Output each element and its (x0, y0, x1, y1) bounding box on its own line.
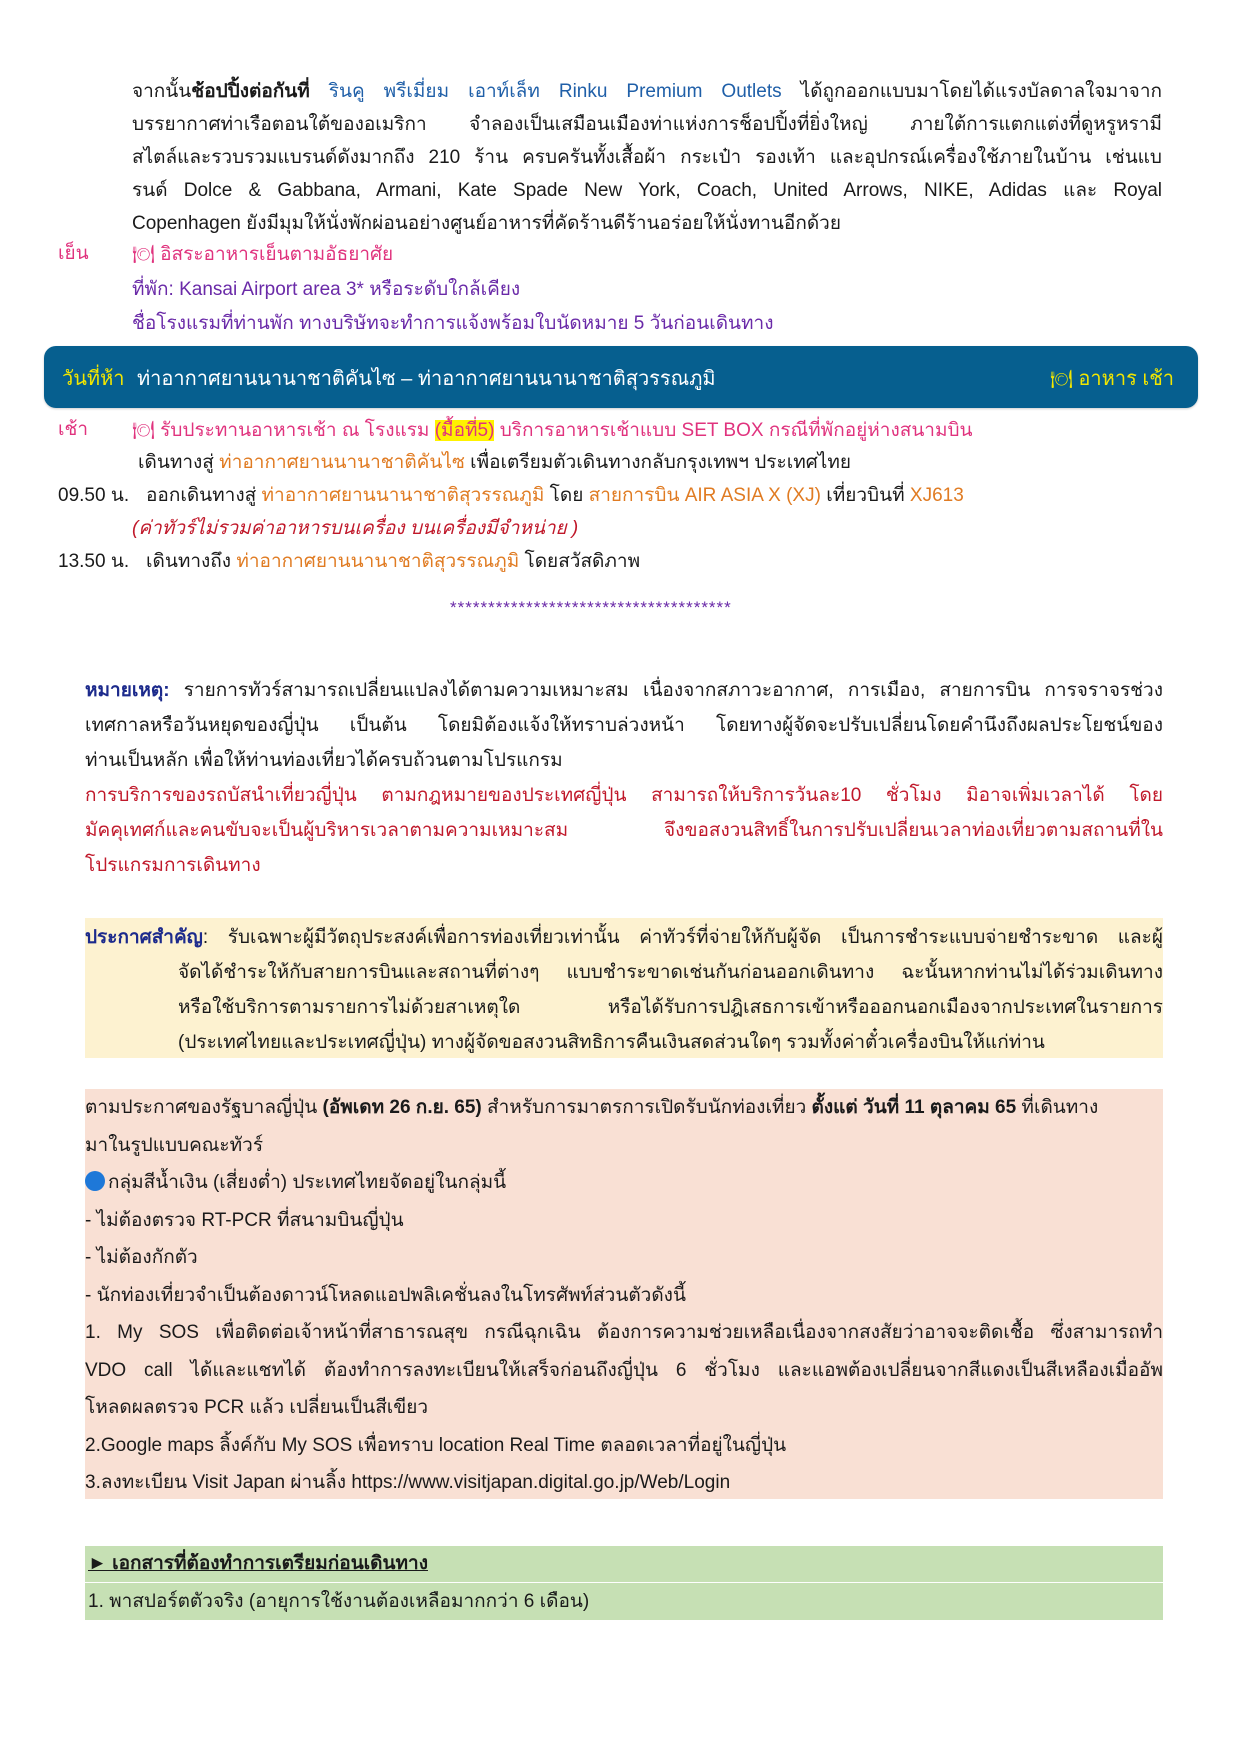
evening-label: เย็น (58, 243, 89, 264)
documents-divider (85, 1582, 1163, 1583)
meal-icon: 🍽 (1050, 369, 1073, 389)
day-meals (1050, 362, 1174, 394)
meal-icon: 🍽 (132, 244, 155, 264)
visit-japan-link[interactable]: https://www.visitjapan.digital.go.jp/Web/Login (351, 1472, 731, 1493)
blue-circle-icon (85, 1171, 105, 1191)
remark-label: หมายเหตุ: (85, 680, 170, 701)
day-label: วันที่ห้า (62, 368, 125, 390)
arrive-time: 13.50 น. (58, 551, 130, 572)
day-route: ท่าอากาศยานนานาชาติคันไซ – ท่าอากาศยานนานาชาติสุวรรณภูมิ (137, 368, 716, 390)
announcement-label: ประกาศสำคัญ (85, 927, 203, 948)
depart-time: 09.50 น. (58, 485, 130, 506)
intro-line-1: จากนั้นช้อปปิ้งต่อกันที่ รินคู พรีเมี่ยม เอาท์เล็ท Rinku Premium Outlets ได้ถูกออกแบบมาโดยได้แรงบัลดาลใจมาจาก (132, 81, 1162, 102)
evening-meal (132, 238, 393, 271)
announcement-line-1: ประกาศสำคัญ: รับเฉพาะผู้มีวัตถุประสงค์เพื่อการท่องเที่ยวเท่านั้น ค่าทัวร์ที่จ่ายให้กับผู้จัด เป็นการชำระแบบจ่ายชำระขาด และผู้ (85, 927, 1163, 948)
covid-line-9: โหลดผลตรวจ PCR แล้ว เปลี่ยนเป็นสีเขียว (85, 1397, 429, 1418)
day-five-header (44, 346, 1198, 408)
evening-meal-text: อิสระอาหารเย็นตามอัธยาศัย (160, 244, 394, 265)
intro-paragraph (132, 75, 1162, 240)
remark-red-1: การบริการของรถบัสนำเที่ยวญี่ปุ่น ตามกฎหมายของประเทศญี่ปุ่น สามารถให้บริการวันละ10 ชั่วโมง มิอาจเพิ่มเวลาได้ โดย (85, 785, 1163, 806)
remark-line-2: เทศกาลหรือวันหยุดของญี่ปุ่น เป็นต้น โดยมิต้องแจ้งให้ทราบล่วงหน้า โดยทางผู้จัดจะปรับเปลี่ยนโดยคำนึงถึงผลประโยชน์ของ (85, 715, 1163, 736)
remark-section (85, 673, 1163, 883)
covid-line-5: - ไม่ต้องกักตัว (85, 1247, 198, 1268)
breakfast-line: 🍽 รับประทานอาหารเช้า ณ โรงแรม (มื้อที่5) บริการอาหารเช้าแบบ SET BOX กรณีที่พักอยู่ห่างสนามบิน (132, 420, 973, 441)
separator: ************************************* (450, 598, 732, 617)
documents-header: ► เอกสารที่ต้องทำการเตรียมก่อนเดินทาง (88, 1553, 428, 1574)
intro-line-3: สไตล์และรวบรวมแบรนด์ดังมากถึง 210 ร้าน ครบครันทั้งเสื้อผ้า กระเป๋า รองเท้า และอุปกรณ์เครื่องใช้ภายในบ้าน เช่นแบ (132, 147, 1162, 168)
remark-line-3: ท่านเป็นหลัก เพื่อให้ท่านท่องเที่ยวได้ครบถ้วนตามโปรแกรม (85, 750, 563, 771)
remark-line-1: หมายเหตุ: รายการทัวร์สามารถเปลี่ยนแปลงได้ตามความเหมาะสม เนื่องจากสภาวะอากาศ, การเมือง, สายการบิน การจราจรช่วง (85, 680, 1163, 701)
hotel-line: ที่พัก: Kansai Airport area 3* หรือระดับใกล้เคียง (132, 279, 521, 300)
morning-label: เช้า (58, 419, 89, 440)
meal-note: (ค่าทัวร์ไม่รวมค่าอาหารบนเครื่อง บนเครื่องมีจำหน่าย ) (132, 518, 579, 539)
hotel-notice: ชื่อโรงแรมที่ท่านพัก ทางบริษัทจะทำการแจ้งพร้อมใบนัดหมาย 5 วันก่อนเดินทาง (132, 313, 774, 334)
remark-red-2: มัคคุเทศก์และคนขับจะเป็นผู้บริหารเวลาตามความเหมาะสม จึงขอสงวนสิทธิ์ในการปรับเปลี่ยนเวลาท่องเที่ยวตามสถานที่ใน (85, 820, 1163, 841)
intro-line-4: รนด์ Dolce & Gabbana, Armani, Kate Spade New York, Coach, United Arrows, NIKE, Adidas และ Royal (132, 180, 1162, 201)
covid-line-4: - ไม่ต้องตรวจ RT-PCR ที่สนามบินญี่ปุ่น (85, 1209, 404, 1231)
covid-line-6: - นักท่องเที่ยวจำเป็นต้องดาวน์โหลดแอปพลิเคชั่นลงในโทรศัพท์ส่วนตัวดังนี้ (85, 1284, 686, 1306)
covid-line-10: 2.Google maps ลิ้งค์กับ My SOS เพื่อทราบ location Real Time ตลอดเวลาที่อยู่ในญี่ปุ่น (85, 1434, 787, 1456)
covid-line-11: 3.ลงทะเบียน Visit Japan ผ่านลิ้ง https://www.visitjapan.digital.go.jp/Web/Login (85, 1472, 731, 1493)
travel-line: เดินทางสู่ ท่าอากาศยานนานาชาติคันไซ เพื่อเตรียมตัวเดินทางกลับกรุงเทพฯ ประเทศไทย (138, 452, 851, 473)
meal-number: (มื้อที่5) (434, 420, 495, 441)
depart-line: ออกเดินทางสู่ ท่าอากาศยานนานาชาติสุวรรณภูมิ โดย สายการบิน AIR ASIA X (XJ) เที่ยวบินที่ XJ613 (146, 485, 964, 506)
covid-line-7: 1. My SOS เพื่อติดต่อเจ้าหน้าที่สาธารณสุข กรณีฉุกเฉิน ต้องการความช่วยเหลือเนื่องจากสงสัยว่าอาจจะติดเชื้อ ซึ่งสามารถทำ (85, 1322, 1163, 1343)
flight-number: XJ613 (909, 485, 964, 506)
remark-red-3: โปรแกรมการเดินทาง (85, 855, 261, 876)
day-meals-text: อาหาร เช้า (1078, 368, 1175, 390)
covid-line-3: กลุ่มสีน้ำเงิน (เสี่ยงต่ำ) ประเทศไทยจัดอยู่ในกลุ่มนี้ (85, 1164, 1163, 1202)
announcement-line-2: จัดได้ชำระให้กับสายการบินและสถานที่ต่างๆ แบบชำระขาดเช่นกันก่อนออกเดินทาง ฉะนั้นหากท่านไม่ได้ร่วมเดินทาง (178, 962, 1163, 983)
covid-line-8: VDO call ได้และแชทได้ ต้องทำการลงทะเบียนให้เสร็จก่อนถึงญี่ปุ่น 6 ชั่วโมง และแอพต้องเปลี่ยนจากสีแดงเป็นสีเหลืองเมื่ออัพ (85, 1359, 1163, 1381)
announcement-line-4: (ประเทศไทยและประเทศญี่ปุ่น) ทางผู้จัดขอสงวนสิทธิการคืนเงินสดส่วนใดๆ รวมทั้งค่าตั๋วเครื่องบินให้แก่ท่าน (178, 1032, 1045, 1053)
covid-line-1: ตามประกาศของรัฐบาลญี่ปุ่น (อัพเดท 26 ก.ย. 65) สำหรับการมาตรการเปิดรับนักท่องเที่ยว ตั้งแต่ วันที่ 11 ตุลาคม 65 ที่เดินทาง (85, 1097, 1099, 1118)
suvarnabhumi-airport: ท่าอากาศยานนานาชาติสุวรรณภูมิ (261, 485, 545, 506)
intro-line-5: Copenhagen ยังมีมุมให้นั่งพักผ่อนอย่างศูนย์อาหารที่คัดร้านดีร้านอร่อยให้นั่งทานอีกด้วย (132, 213, 841, 234)
covid-text (85, 1089, 1163, 1502)
documents-item-1: 1. พาสปอร์ตตัวจริง (อายุการใช้งานต้องเหลือมากกว่า 6 เดือน) (88, 1591, 590, 1612)
outlet-name: รินคู พรีเมี่ยม เอาท์เล็ท Rinku Premium Outlets (328, 81, 782, 102)
intro-line-2: บรรยากาศท่าเรือตอนใต้ของอเมริกา จำลองเป็นเสมือนเมืองท่าแห่งการช็อปปิ้งที่ยิ่งใหญ่ ภายใต้การแตกแต่งที่ดูหรูหรามี (132, 114, 1162, 135)
kansai-airport: ท่าอากาศยานนานาชาติคันไซ (219, 452, 465, 473)
meal-icon: 🍽 (132, 420, 155, 440)
arrive-line: เดินทางถึง ท่าอากาศยานนานาชาติสุวรรณภูมิ โดยสวัสดิภาพ (146, 551, 641, 572)
announcement-line-3: หรือใช้บริการตามรายการไม่ด้วยสาเหตุใด หรือได้รับการปฎิเสธการเข้าหรือออกนอกเมืองจากประเทศในรายการ (178, 997, 1163, 1018)
announcement-text (85, 920, 1163, 1060)
suvarnabhumi-airport-arrive: ท่าอากาศยานนานาชาติสุวรรณภูมิ (236, 551, 520, 572)
covid-line-2: มาในรูปแบบคณะทัวร์ (85, 1134, 264, 1156)
airline: สายการบิน AIR ASIA X (XJ) (588, 485, 821, 506)
